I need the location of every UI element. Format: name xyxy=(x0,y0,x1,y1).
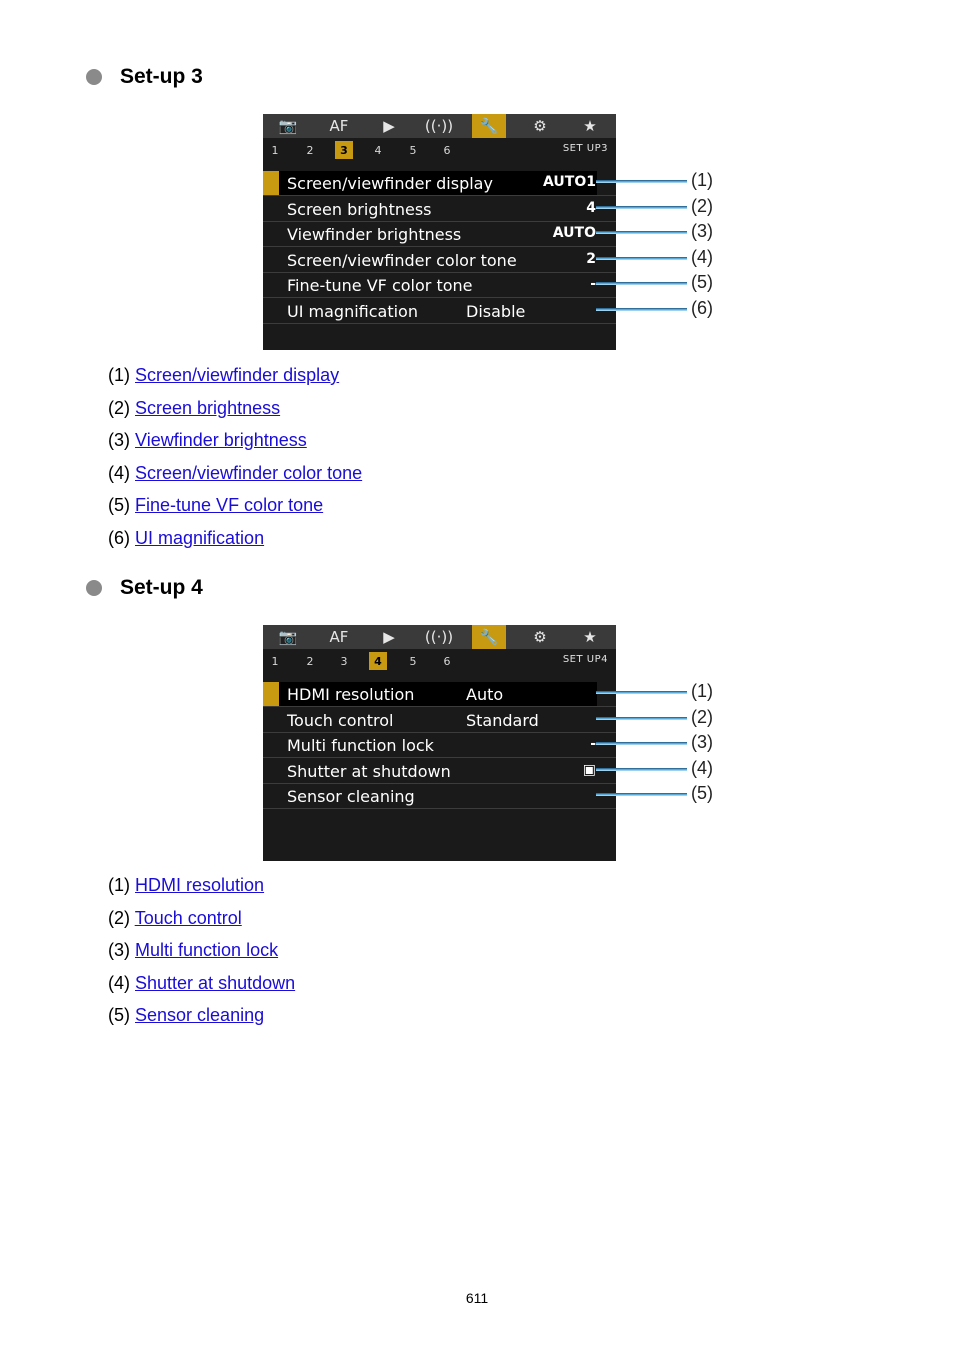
section-title: Set-up 3 xyxy=(120,65,203,88)
item-number: (5) xyxy=(108,1005,130,1026)
menu-row-name: Fine-tune VF color tone xyxy=(287,276,473,296)
section-heading xyxy=(86,62,203,92)
menu-subtab: 3 xyxy=(335,141,353,159)
menu-row-name: UI magnification xyxy=(287,302,418,321)
item-number: (4) xyxy=(108,462,130,483)
item-link[interactable]: UI magnification xyxy=(135,528,265,548)
menu-row xyxy=(263,171,616,196)
callout-leader-line xyxy=(596,282,687,285)
menu-subtab: 4 xyxy=(369,652,387,670)
menu-subtab: 3 xyxy=(340,654,348,668)
callout-leader-line xyxy=(596,793,687,796)
selection-bar xyxy=(263,299,279,323)
menu-row-name: Touch control xyxy=(287,710,394,730)
item-number: (5) xyxy=(108,495,130,516)
menu-tab-icon: AF xyxy=(329,117,349,135)
reference-list-item xyxy=(108,1005,264,1026)
menu-subtab: 5 xyxy=(409,143,417,157)
menu-row-name: Screen/viewfinder display xyxy=(287,174,493,193)
callout-number: (2) xyxy=(691,706,713,727)
selection-bar xyxy=(263,733,279,757)
menu-tab-icon: ▶ xyxy=(383,628,395,646)
selection-bar xyxy=(263,248,279,272)
menu-row xyxy=(263,248,616,273)
item-link[interactable]: Screen brightness xyxy=(135,397,281,418)
selection-bar xyxy=(263,273,279,297)
callout-leader-line xyxy=(596,768,687,771)
menu-tab-icon: ★ xyxy=(583,628,597,646)
reference-list-item xyxy=(108,495,323,516)
item-link[interactable]: Screen/viewfinder display xyxy=(135,365,340,385)
callout-number: (4) xyxy=(691,757,713,778)
menu-page-tag: SET UP3 xyxy=(562,143,608,154)
menu-tab-icon: AF xyxy=(329,628,349,646)
item-number: (2) xyxy=(108,907,130,928)
callout-leader-line xyxy=(596,691,687,694)
camera-menu-screenshot xyxy=(263,625,616,861)
menu-row xyxy=(263,222,616,247)
menu-subtab: 2 xyxy=(306,143,314,157)
menu-subtab: 6 xyxy=(443,654,451,668)
menu-tab-icon: ((·)) xyxy=(424,117,454,135)
menu-tab-icon: ⚙ xyxy=(533,628,547,646)
menu-row-name: Multi function lock xyxy=(287,736,434,756)
menu-row xyxy=(263,708,616,733)
reference-list-item xyxy=(108,973,295,994)
callout-number: (6) xyxy=(691,298,713,318)
reference-list-item xyxy=(108,875,264,896)
section-heading xyxy=(86,573,203,603)
menu-row-name: Screen/viewfinder color tone xyxy=(287,250,517,270)
menu-row-value: - xyxy=(590,276,596,293)
reference-list-item xyxy=(108,398,280,419)
reference-list-item xyxy=(108,528,264,549)
menu-row-value: Standard xyxy=(466,710,539,730)
menu-row xyxy=(263,682,616,707)
selection-bar xyxy=(263,197,279,221)
item-link[interactable]: HDMI resolution xyxy=(135,875,265,895)
menu-tab-icon: 📷 xyxy=(278,117,298,135)
menu-subtab: 5 xyxy=(409,654,417,668)
callout-number: (5) xyxy=(691,272,713,293)
menu-subtab: 2 xyxy=(306,654,314,668)
menu-tab-bar xyxy=(263,114,616,138)
reference-list-item xyxy=(108,365,339,386)
reference-list-item xyxy=(108,430,307,451)
callout-number: (3) xyxy=(691,732,713,753)
menu-row xyxy=(263,273,616,298)
menu-row-value: 2 xyxy=(586,250,596,267)
reference-list-item xyxy=(108,463,362,484)
menu-tab-icon: 📷 xyxy=(278,628,298,646)
menu-row xyxy=(263,759,616,784)
callout-leader-line xyxy=(596,717,687,720)
item-link[interactable]: Sensor cleaning xyxy=(135,1005,265,1026)
menu-row-name: Screen brightness xyxy=(287,199,432,219)
item-number: (2) xyxy=(108,397,130,418)
selection-bar xyxy=(263,784,279,808)
menu-row xyxy=(263,197,616,222)
selection-bar xyxy=(263,759,279,783)
menu-row-name: Sensor cleaning xyxy=(287,787,415,807)
item-link[interactable]: Touch control xyxy=(134,907,242,928)
callout-number: (2) xyxy=(691,195,713,216)
item-number: (1) xyxy=(108,365,130,385)
callout-leader-line xyxy=(596,231,687,234)
menu-row xyxy=(263,784,616,809)
reference-list-item xyxy=(108,908,242,929)
item-link[interactable]: Screen/viewfinder color tone xyxy=(135,462,363,483)
item-number: (1) xyxy=(108,875,130,895)
menu-row-value: AUTO xyxy=(552,225,596,242)
reference-list-item xyxy=(108,940,278,961)
camera-menu-screenshot xyxy=(263,114,616,350)
page-number: 611 xyxy=(465,1290,489,1306)
menu-tab-icon: ▶ xyxy=(383,117,395,135)
callout-leader-line xyxy=(596,257,687,260)
callout-number: (4) xyxy=(691,246,713,267)
menu-tab-icon: ★ xyxy=(583,117,597,135)
menu-tab-icon: ((·)) xyxy=(424,628,454,646)
section-title: Set-up 4 xyxy=(120,576,203,599)
callout-leader-line xyxy=(596,308,687,311)
selection-bar xyxy=(263,708,279,732)
bullet-icon xyxy=(86,69,102,85)
callout-leader-line xyxy=(596,742,687,745)
menu-tab-icon: 🔧 xyxy=(472,625,506,649)
menu-row xyxy=(263,299,616,324)
menu-row-value: - xyxy=(590,736,596,753)
item-link[interactable]: Fine-tune VF color tone xyxy=(135,495,324,516)
callout-number: (1) xyxy=(691,170,713,190)
menu-subtab: 6 xyxy=(443,143,451,157)
callout-number: (3) xyxy=(691,221,713,242)
item-link[interactable]: Multi function lock xyxy=(135,940,279,961)
menu-tab-icon: 🔧 xyxy=(472,114,506,138)
menu-row-name: Viewfinder brightness xyxy=(287,225,462,245)
menu-subtab: 1 xyxy=(271,654,279,668)
menu-row-name: HDMI resolution xyxy=(287,685,415,704)
item-link[interactable]: Shutter at shutdown xyxy=(135,972,296,993)
item-number: (3) xyxy=(108,940,130,961)
menu-row-value: AUTO1 xyxy=(543,174,596,190)
menu-subtab: 1 xyxy=(271,143,279,157)
menu-row xyxy=(263,733,616,758)
menu-tab-icon: ⚙ xyxy=(533,117,547,135)
menu-row-value: ▣ xyxy=(582,761,596,778)
menu-row-value: Auto xyxy=(466,685,504,704)
callout-number: (1) xyxy=(691,681,713,701)
item-number: (4) xyxy=(108,972,130,993)
selection-bar xyxy=(263,682,279,706)
selection-bar xyxy=(263,222,279,246)
callout-leader-line xyxy=(596,180,687,183)
callout-leader-line xyxy=(596,206,687,209)
item-number: (3) xyxy=(108,430,130,451)
menu-tab-bar xyxy=(263,625,616,649)
item-link[interactable]: Viewfinder brightness xyxy=(135,430,307,451)
menu-row-value: Disable xyxy=(466,302,526,321)
menu-row-value: 4 xyxy=(586,199,596,216)
menu-subtab: 4 xyxy=(374,143,382,157)
selection-bar xyxy=(263,171,279,195)
item-number: (6) xyxy=(108,528,130,548)
menu-row-name: Shutter at shutdown xyxy=(287,761,451,781)
bullet-icon xyxy=(86,580,102,596)
callout-number: (5) xyxy=(691,783,713,804)
menu-page-tag: SET UP4 xyxy=(562,654,608,665)
